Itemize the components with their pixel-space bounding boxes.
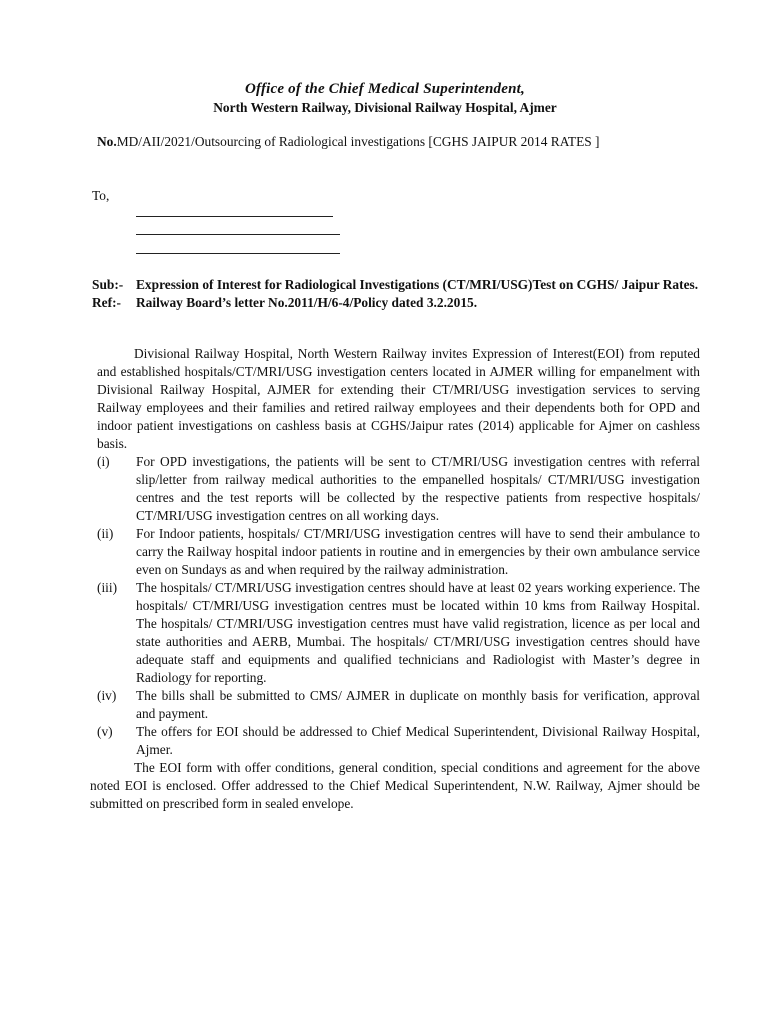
office-title: Office of the Chief Medical Superintendent, <box>245 81 525 97</box>
list-item-text: The offers for EOI should be addressed to Chief Medical Superintendent, Divisional Railway Hospital, Ajmer. <box>136 724 700 757</box>
list-item <box>97 453 700 525</box>
letter-number-label: No. <box>97 134 117 149</box>
list-item <box>97 579 700 687</box>
address-blank-line <box>136 234 340 235</box>
subject-text: Expression of Interest for Radiological Investigations (CT/MRI/USG)Test on CGHS/ Jaipur Rates. <box>136 277 699 292</box>
list-item-text: The hospitals/ CT/MRI/USG investigation centres should have at least 02 years working experience. The hospitals/ CT/MRI/USG investigation centres must be located within 10 kms from Railway Hospital. The hospitals/ CT/MRI/USG investigation centres must have valid registration, licence as per local and state authorities and AERB, Mumbai. The hospitals/ CT/MRI/USG investigation centres should have adequate staff and equipments and qualified technicians and Radiologist with Master’s degree in Radiology for reporting. <box>136 580 700 685</box>
reference-label: Ref:- <box>92 295 121 310</box>
letter-body <box>90 345 700 813</box>
addressee-label: To, <box>92 188 110 203</box>
reference-text: Railway Board’s letter No.2011/H/6-4/Policy dated 3.2.2015. <box>136 295 478 310</box>
list-item <box>97 687 700 723</box>
office-subtitle: North Western Railway, Divisional Railway Hospital, Ajmer <box>213 100 557 115</box>
list-item-text: For Indoor patients, hospitals/ CT/MRI/USG investigation centres will have to send their ambulance to carry the Railway hospital indoor patients in routine and in emergencies by their own ambulance service even on Sundays as and when required by the railway administration. <box>136 526 700 577</box>
list-item <box>97 723 700 759</box>
letter-number <box>97 133 737 151</box>
closing-paragraph: The EOI form with offer conditions, general condition, special conditions and agreement for the above noted EOI is enclosed. Offer addressed to the Chief Medical Superintendent, N.W. Railway, Ajmer should be submitted on prescribed form in sealed envelope. <box>90 760 700 811</box>
list-item <box>97 525 700 579</box>
intro-paragraph: Divisional Railway Hospital, North Western Railway invites Expression of Interest(EOI) from reputed and established hospitals/CT/MRI/USG investigation centers located in AJMER willing for empanelment with Divisional Railway Hospital, AJMER for extending their CT/MRI/USG investigation services to serving Railway employees and their families and retired railway employees and their dependents both for OPD and indoor patient investigations on cashless basis at CGHS/Jaipur rates (2014) applicable for Ajmer on cashless basis. <box>97 346 700 451</box>
list-item-number: (v) <box>97 724 113 739</box>
subject-label: Sub:- <box>92 277 124 292</box>
subject-row <box>92 276 712 294</box>
list-item-text: The bills shall be submitted to CMS/ AJMER in duplicate on monthly basis for verification, approval and payment. <box>136 688 700 721</box>
list-item-number: (ii) <box>97 526 114 541</box>
reference-row <box>92 294 712 312</box>
letter-number-text: MD/AII/2021/Outsourcing of Radiological investigations [CGHS JAIPUR 2014 RATES ] <box>116 134 600 149</box>
list-item-text: For OPD investigations, the patients will be sent to CT/MRI/USG investigation centres with referral slip/letter from railway medical authorities to the empanelled hospitals/ CT/MRI/USG investigation centres and the test reports will be collected by the respective patients from respective hospitals/ CT/MRI/USG investigation centres on all working days. <box>136 454 700 523</box>
address-blank-line <box>136 253 340 254</box>
subject-block <box>92 276 712 312</box>
address-blank-line <box>136 216 333 217</box>
list-item-number: (iii) <box>97 580 118 595</box>
list-item-number: (iv) <box>97 688 117 703</box>
list-item-number: (i) <box>97 454 110 469</box>
